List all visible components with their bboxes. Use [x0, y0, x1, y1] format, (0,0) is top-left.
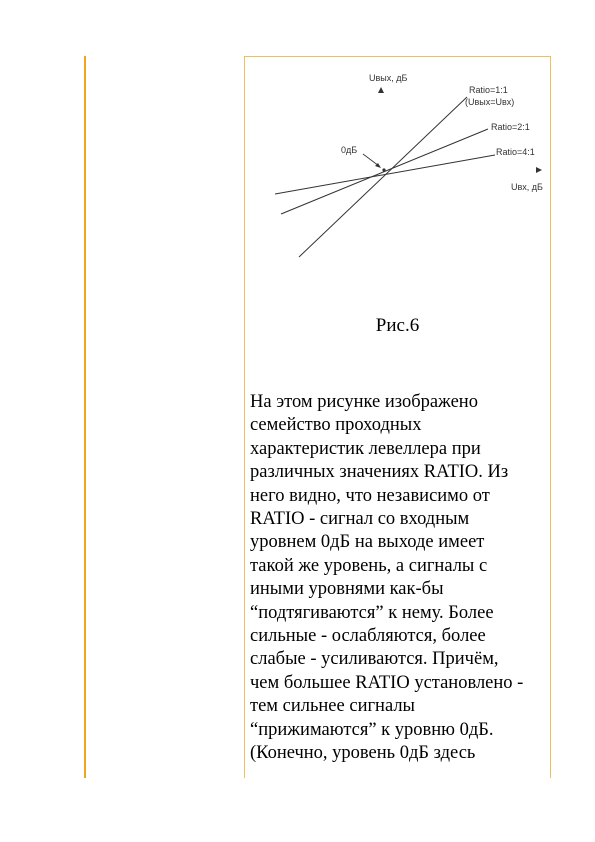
body-paragraph [250, 391, 548, 766]
ratio-1-1-line [299, 97, 467, 257]
zero-db-point [382, 168, 385, 171]
body-line: “подтягиваются” к нему. Более [250, 602, 494, 623]
y-axis-label: Uвых, дБ [369, 73, 408, 83]
body-line: иными уровнями как-бы [250, 579, 444, 600]
x-axis-label: Uвх, дБ [511, 182, 543, 192]
body-line: (Конечно, уровень 0дБ здесь [250, 743, 476, 764]
body-line: различных значениях RATIO. Из [250, 462, 509, 483]
body-line: RATIO - сигнал со входным [250, 509, 470, 530]
body-line: характеристик левеллера при [250, 438, 481, 459]
ratio-4-1-line [275, 155, 495, 194]
body-line: “прижимаются” к уровню 0дБ. [250, 719, 494, 740]
x-axis-arrowhead [536, 167, 542, 173]
left-margin-rule [84, 56, 86, 778]
body-line: чем большее RATIO установлено - [250, 672, 524, 693]
ratio-4-1-label: Ratio=4:1 [496, 147, 535, 157]
y-axis-arrowhead [378, 87, 384, 93]
body-line: такой же уровень, а сигналы с [250, 555, 488, 576]
body-line: сильные - ослабляются, более [250, 626, 486, 647]
body-line: тем сильнее сигналы [250, 696, 415, 717]
ratio-1-1-label: Ratio=1:1 [469, 85, 508, 95]
zero-db-pointer [363, 154, 379, 166]
ratio-1-1-sublabel: (Uвых=Uвх) [465, 97, 515, 107]
content-panel [244, 56, 551, 778]
body-line: слабые - усиливаются. Причём, [250, 649, 499, 670]
zero-db-label: 0дБ [341, 145, 358, 155]
figure-caption: Рис.6 [375, 315, 420, 336]
body-line: него видно, что независимо от [250, 485, 490, 506]
ratio-2-1-label: Ratio=2:1 [491, 122, 530, 132]
body-line: семейство проходных [250, 415, 422, 436]
body-line: На этом рисунке изображено [250, 392, 478, 412]
transfer-characteristics-diagram [245, 57, 550, 267]
body-line: уровнем 0дБ на выходе имеет [250, 532, 485, 553]
